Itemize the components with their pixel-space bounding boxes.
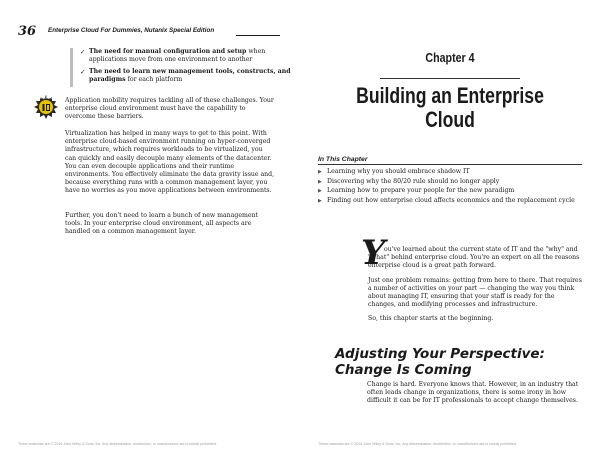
checkmark-icon: ✓ [80, 67, 86, 76]
drop-cap: Y [361, 233, 386, 273]
header-rule [236, 35, 280, 36]
chapter-rule [380, 78, 520, 79]
chapter-intro [368, 246, 583, 330]
page-number: 36 [18, 24, 37, 39]
right-page [300, 0, 600, 463]
triangle-bullet-icon: ▶ [318, 169, 322, 175]
list-item: ▶ Learning how to prepare your people for the new paradigm [318, 187, 515, 195]
chapter-label: Chapter 4 [425, 50, 475, 65]
chapter-topics-list [318, 168, 578, 207]
triangle-bullet-icon: ▶ [318, 178, 322, 185]
body-paragraph: Virtualization has helped in many ways to get to this point. With enterprise cloud-based environment running on hyper-converged infrastructure, which requires workloads to be virtualized, you can quickly and easily decouple many elements of the datacenter. You can even decouple applications and their runtime environments. You effectively eliminate the data gravity issue and, because everything runs with a common management layer, you have no worries as you move applications between environments. [65, 130, 275, 195]
chapter-title: Building an Enterprise Cloud [356, 83, 544, 132]
intro-paragraph: Just one problem remains: getting from here to there. That requires a number of activities on your part — changing the way you think about managing IT, ensuring that your staff is ready for the changes, and modifying processes and infrastructure. [368, 276, 582, 309]
bullet-item [80, 48, 300, 65]
in-this-chapter-rule [318, 164, 582, 165]
bullet-text: for each platform [125, 75, 183, 83]
bullet-list [70, 48, 300, 87]
body-paragraph: Application mobility requires tackling all of these challenges. Your enterprise cloud environment must have the capability to overcome these barriers. [65, 97, 274, 121]
list-item: ▶ Learning why you should embrace shadow IT [318, 168, 470, 175]
section-heading: Adjusting Your Perspective: Change Is Coming [335, 346, 545, 378]
checkmark-icon: ✓ [80, 48, 86, 56]
triangle-bullet-icon: ▶ [318, 188, 322, 195]
bullet-bold: The need for manual configuration and setup [89, 48, 247, 55]
body-paragraph: Further, you don't need to learn a bunch of new management tools. In your enterprise cloud environment, all aspects are handled on a common management layer. [65, 212, 258, 236]
copyright-footer: These materials are © 2016 John Wiley & Sons, Inc. Any dissemination, distribution, or unauthorized use is strictly prohibited. [18, 442, 218, 446]
running-header [18, 26, 280, 40]
in-this-chapter-heading: In This Chapter [318, 156, 368, 163]
intro-paragraph: So, this chapter starts at the beginning. [368, 315, 494, 323]
section-paragraph: Change is hard. Everyone knows that. However, in an industry that often leads change in organizations, there is some irony in how difficult it can be for IT professionals to accept change themselves. [367, 381, 579, 405]
bullet-item [80, 68, 300, 85]
bullet-text: when applications move from one environment to another [89, 48, 266, 64]
triangle-bullet-icon: ▶ [318, 198, 322, 205]
copyright-footer: These materials are © 2016 John Wiley & Sons, Inc. Any dissemination, distribution, or unauthorized use is strictly prohibited. [318, 442, 518, 446]
remember-icon [33, 94, 59, 122]
list-item: ▶ Finding out how enterprise cloud affects economics and the replacement cycle [318, 197, 575, 205]
intro-first-paragraph: ou've learned about the current state of IT and the "why" and "what" behind enterprise cloud. You're an expert on all the reasons enterprise cloud is a great path forward. [368, 246, 580, 270]
book-title: Enterprise Cloud For Dummies, Nutanix Special Edition [48, 27, 215, 34]
list-item: ▶ Discovering why the 80/20 rule should no longer apply [318, 177, 500, 185]
bullet-bold: The need to learn new management tools, constructs, and paradigms [89, 67, 291, 83]
remember-icon-label: REMEMBER [37, 96, 55, 100]
